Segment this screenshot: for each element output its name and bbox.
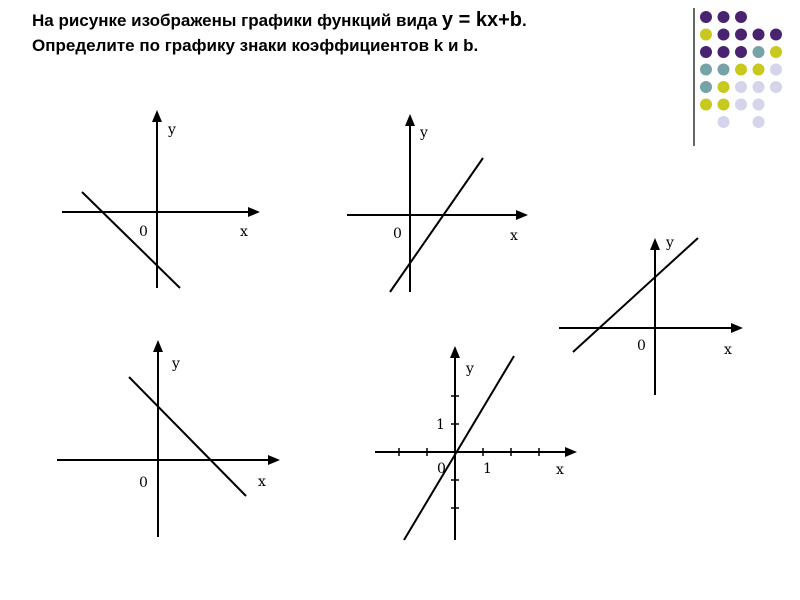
graph-3-x-label: x — [724, 342, 732, 358]
graph-3-function-line — [573, 238, 698, 352]
graph-5-x-label: x — [556, 462, 564, 478]
graph-2-function-line — [390, 158, 483, 292]
graph-4-origin-label: 0 — [139, 475, 148, 491]
graph-3-y-arrow — [650, 238, 660, 250]
title-formula: y = kx+b — [441, 9, 522, 31]
graph-2 — [347, 114, 528, 292]
graph-1 — [62, 110, 260, 288]
graph-5-x-tick-label: 1 — [483, 461, 492, 477]
graph-4-y-arrow — [153, 340, 163, 352]
graph-3-y-label: y — [666, 235, 674, 251]
graph-4-x-arrow — [268, 455, 280, 465]
graph-2-y-arrow — [405, 114, 415, 126]
graph-5-y-tick-label: 1 — [436, 417, 445, 433]
graph-1-x-arrow — [248, 207, 260, 217]
graph-3 — [559, 235, 743, 395]
graph-4-x-label: x — [258, 474, 266, 490]
graph-2-x-arrow — [516, 210, 528, 220]
graph-5-x-arrow — [565, 447, 577, 457]
graph-5-origin-label: 0 — [437, 461, 446, 477]
graph-3-x-arrow — [731, 323, 743, 333]
graph-4 — [57, 340, 280, 537]
graph-1-y-label: y — [168, 122, 176, 138]
graph-5-function-line — [404, 356, 514, 540]
graph-5-y-label: y — [466, 361, 474, 377]
graph-3-origin-label: 0 — [637, 338, 646, 354]
title-line1-prefix: На рисунке изображены графики функций вида — [32, 11, 438, 30]
graph-1-origin-label: 0 — [139, 224, 148, 240]
graph-5 — [375, 346, 577, 540]
title-line1-suffix: . — [521, 11, 527, 30]
graph-2-x-label: x — [510, 228, 518, 244]
graph-4-y-label: y — [172, 356, 180, 372]
graph-1-x-label: x — [240, 224, 248, 240]
graph-5-y-arrow — [450, 346, 460, 358]
graph-2-origin-label: 0 — [393, 226, 402, 242]
graph-1-y-arrow — [152, 110, 162, 122]
graph-2-y-label: y — [420, 125, 428, 141]
title-line2: Определите по графику знаки коэффициентов k и b. — [32, 36, 479, 55]
graph-1-function-line — [82, 192, 180, 288]
